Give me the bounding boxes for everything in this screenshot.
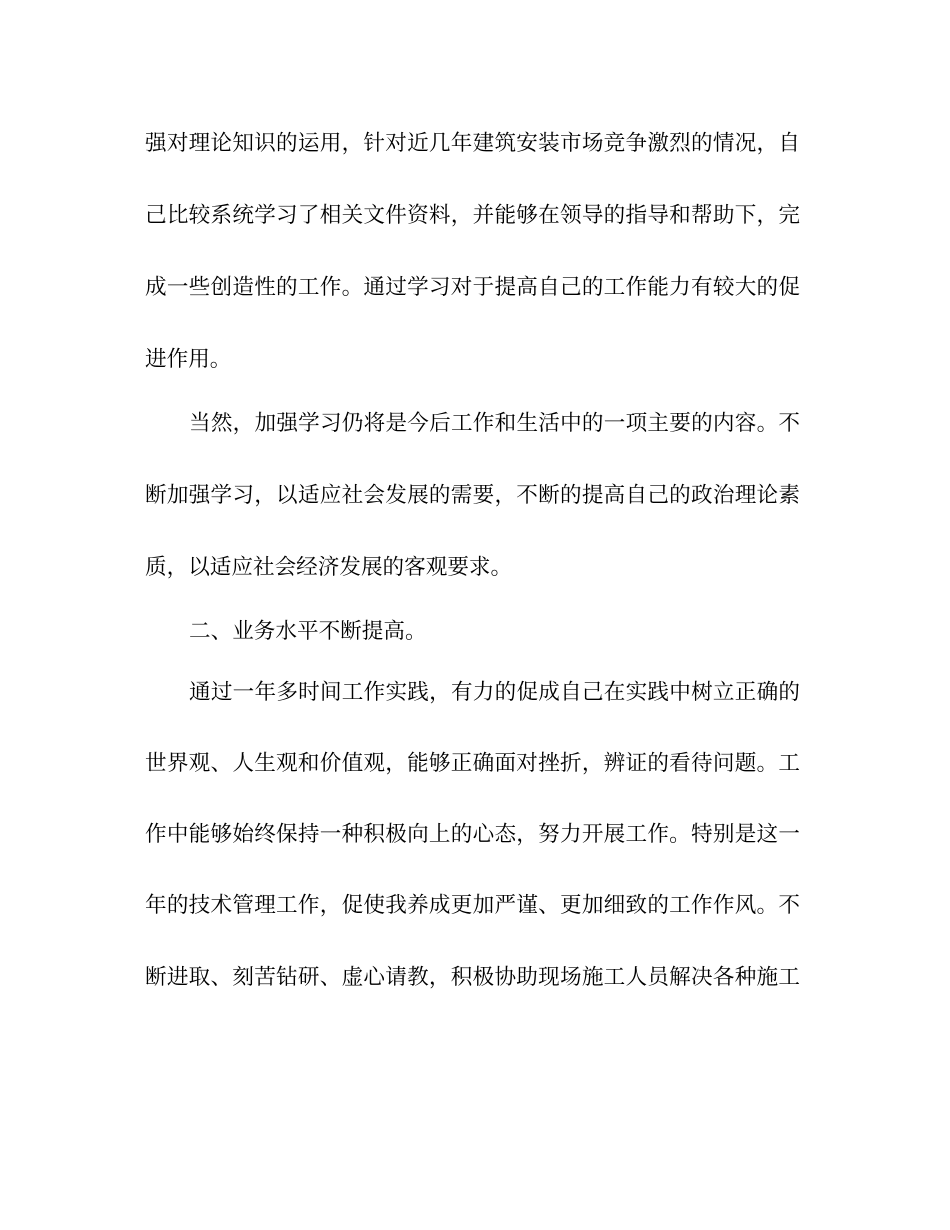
text-line: 质，以适应社会经济发展的客观要求。 xyxy=(145,555,513,580)
text-line: 进作用。 xyxy=(145,347,232,372)
text-line: 世界观、人生观和价值观，能够正确面对挫折，辨证的看待问题。工 xyxy=(145,751,800,776)
text-line: 年的技术管理工作，促使我养成更加严谨、更加细致的工作作风。不 xyxy=(145,893,800,918)
text-line: 断加强学习，以适应社会发展的需要，不断的提高自己的政治理论素 xyxy=(145,483,800,508)
text-line: 己比较系统学习了相关文件资料，并能够在领导的指导和帮助下，完 xyxy=(145,203,800,228)
text-line: 当然，加强学习仍将是今后工作和生活中的一项主要的内容。不 xyxy=(189,411,800,436)
text-line: 作中能够始终保持一种积极向上的心态，努力开展工作。特别是这一 xyxy=(145,822,800,847)
text-line: 成一些创造性的工作。通过学习对于提高自己的工作能力有较大的促 xyxy=(145,275,800,300)
text-line: 断进取、刻苦钻研、虚心请教，积极协助现场施工人员解决各种施工 xyxy=(145,965,800,990)
section-heading: 二、业务水平不断提高。 xyxy=(189,619,427,644)
text-line: 强对理论知识的运用，针对近几年建筑安装市场竞争激烈的情况，自 xyxy=(145,131,800,156)
text-line: 通过一年多时间工作实践，有力的促成自己在实践中树立正确的 xyxy=(189,680,800,705)
